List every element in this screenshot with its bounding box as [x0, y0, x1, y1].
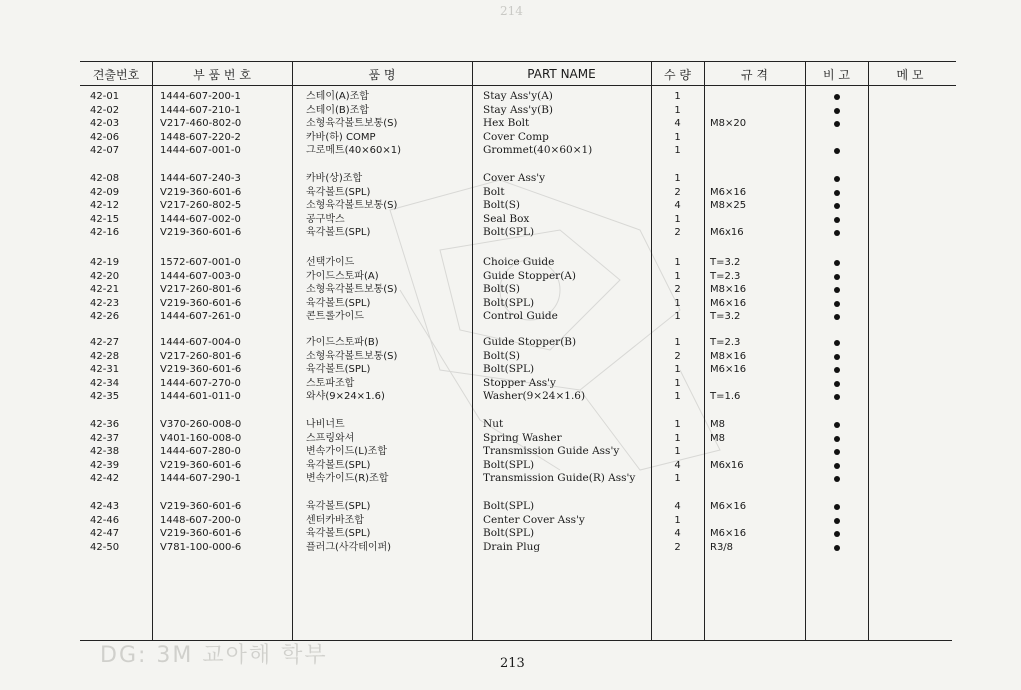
row-part-number: 1444-607-280-0	[160, 446, 241, 458]
row-part-name: Stay Ass'y(A)	[483, 90, 553, 102]
row-korean-name: 와샤(9×24×1.6)	[306, 391, 385, 403]
row-spec: M6×16	[710, 364, 747, 376]
row-quantity: 1	[674, 91, 681, 102]
row-part-name: Seal Box	[483, 212, 530, 225]
row-part-number: V781-100-000-6	[160, 541, 242, 553]
row-quantity: 1	[674, 364, 681, 376]
row-part-number: 1444-607-210-1	[160, 104, 241, 116]
remark-dot-icon	[834, 301, 840, 307]
row-quantity: 2	[674, 284, 681, 296]
row-spec: M8	[710, 432, 725, 444]
row-spec: M8×16	[710, 350, 747, 362]
row-number: 42-27	[90, 337, 120, 348]
row-quantity: 1	[674, 419, 681, 430]
row-part-number: 1444-607-270-0	[160, 377, 241, 389]
row-part-number: V219-360-601-6	[160, 528, 242, 540]
row-part-number: 1444-607-261-0	[160, 311, 241, 323]
row-spec: M6×16	[710, 297, 747, 309]
column-divider	[704, 61, 705, 640]
row-quantity: 2	[674, 350, 681, 362]
row-number: 42-35	[90, 391, 120, 403]
row-quantity: 4	[674, 528, 681, 540]
row-part-number: 1444-607-004-0	[160, 337, 241, 348]
row-korean-name: 공구박스	[306, 213, 345, 225]
row-korean-name: 가이드스토파(B)	[306, 337, 379, 348]
header-part-name: PART NAME	[527, 67, 596, 81]
remark-dot-icon	[834, 203, 840, 209]
row-part-number: 1444-607-003-0	[160, 270, 241, 282]
row-part-name: Drain Plug	[483, 540, 541, 553]
row-quantity: 1	[674, 391, 681, 403]
row-number: 42-16	[90, 227, 120, 239]
remark-dot-icon	[834, 463, 840, 469]
row-number: 42-20	[90, 270, 120, 282]
row-number: 42-19	[90, 257, 120, 268]
row-quantity: 2	[674, 186, 681, 198]
row-part-name: Bolt(SPL)	[483, 226, 535, 239]
header-remark: 비 고	[823, 67, 850, 82]
row-spec: M8×20	[710, 118, 747, 130]
row-quantity: 4	[674, 459, 681, 471]
row-quantity: 4	[674, 118, 681, 130]
row-quantity: 1	[674, 446, 681, 458]
row-part-number: V219-360-601-6	[160, 297, 242, 309]
row-number: 42-23	[90, 297, 120, 309]
row-number: 42-15	[90, 213, 120, 225]
row-spec: M8	[710, 419, 725, 430]
row-part-number: 1444-607-001-0	[160, 145, 241, 157]
row-number: 42-31	[90, 364, 120, 376]
row-spec: M6×16	[710, 528, 747, 540]
row-korean-name: 소형육각볼트보통(S)	[306, 284, 398, 296]
header-spec: 규 격	[741, 67, 768, 82]
row-korean-name: 소형육각볼트보통(S)	[306, 200, 398, 212]
row-number: 42-09	[90, 186, 120, 198]
remark-dot-icon	[834, 367, 840, 373]
row-part-number: V219-360-601-6	[160, 459, 242, 471]
row-part-name: Bolt(SPL)	[483, 458, 535, 471]
row-part-name: Cover Comp	[483, 130, 549, 143]
row-part-name: Hex Bolt	[483, 117, 530, 130]
row-korean-name: 스프링와셔	[306, 432, 355, 444]
row-part-number: V370-260-008-0	[160, 419, 242, 430]
remark-dot-icon	[834, 314, 840, 320]
row-korean-name: 육각볼트(SPL)	[306, 528, 371, 540]
remark-dot-icon	[834, 340, 840, 346]
row-part-number: V401-160-008-0	[160, 432, 242, 444]
row-part-number: V217-460-802-0	[160, 118, 242, 130]
row-spec: R3/8	[710, 541, 734, 553]
header-quantity: 수 량	[664, 67, 691, 82]
row-number: 42-07	[90, 145, 120, 157]
row-quantity: 1	[674, 337, 681, 348]
remark-dot-icon	[834, 217, 840, 223]
row-number: 42-47	[90, 528, 120, 540]
row-korean-name: 육각볼트(SPL)	[306, 227, 371, 239]
row-korean-name: 스토파조합	[306, 377, 355, 389]
row-quantity: 2	[674, 541, 681, 553]
row-spec: T=3.2	[710, 257, 741, 268]
row-korean-name: 소형육각볼트보통(S)	[306, 118, 398, 130]
row-number: 42-12	[90, 200, 120, 212]
row-number: 42-36	[90, 419, 120, 430]
page-number: 213	[500, 656, 525, 671]
row-quantity: 1	[674, 514, 681, 526]
row-korean-name: 선택가이드	[306, 257, 355, 268]
row-part-name: Washer(9×24×1.6)	[483, 390, 586, 403]
remark-dot-icon	[834, 518, 840, 524]
row-number: 42-08	[90, 173, 120, 184]
remark-dot-icon	[834, 108, 840, 114]
top-page-number: 214	[500, 4, 523, 18]
remark-dot-icon	[834, 287, 840, 293]
column-divider	[805, 61, 806, 640]
row-korean-name: 변속가이드(R)조합	[306, 473, 389, 485]
row-quantity: 1	[674, 104, 681, 116]
row-korean-name: 스테이(B)조합	[306, 104, 369, 116]
row-part-number: V217-260-801-6	[160, 350, 242, 362]
row-part-name: Stay Ass'y(B)	[483, 103, 554, 116]
row-part-number: V219-360-601-6	[160, 364, 242, 376]
row-part-number: 1572-607-001-0	[160, 257, 241, 268]
remark-dot-icon	[834, 504, 840, 510]
row-part-number: V219-360-601-6	[160, 186, 242, 198]
row-number: 42-34	[90, 377, 120, 389]
row-number: 42-38	[90, 446, 120, 458]
remark-dot-icon	[834, 148, 840, 154]
row-number: 42-37	[90, 432, 120, 444]
row-number: 42-43	[90, 501, 120, 512]
remark-dot-icon	[834, 531, 840, 537]
remark-dot-icon	[834, 422, 840, 428]
row-spec: T=2.3	[710, 337, 741, 348]
row-part-name: Bolt(S)	[483, 283, 521, 296]
row-quantity: 1	[674, 213, 681, 225]
row-korean-name: 육각볼트(SPL)	[306, 459, 371, 471]
row-quantity: 1	[674, 311, 681, 323]
row-part-name: Control Guide	[483, 310, 558, 323]
row-korean-name: 카바(하) COMP	[306, 131, 376, 143]
row-part-name: Choice Guide	[483, 256, 555, 268]
row-korean-name: 육각볼트(SPL)	[306, 501, 371, 512]
row-spec: M6x16	[710, 459, 744, 471]
row-number: 42-02	[90, 104, 120, 116]
row-part-number: 1444-607-290-1	[160, 473, 241, 485]
row-part-name: Bolt	[483, 185, 505, 198]
remark-dot-icon	[834, 176, 840, 182]
row-number: 42-39	[90, 459, 120, 471]
column-divider	[152, 61, 153, 640]
remark-dot-icon	[834, 354, 840, 360]
row-quantity: 1	[674, 173, 681, 184]
row-quantity: 4	[674, 501, 681, 512]
column-divider	[472, 61, 473, 640]
row-part-name: Bolt(SPL)	[483, 500, 535, 512]
row-spec: M6×16	[710, 501, 747, 512]
row-korean-name: 육각볼트(SPL)	[306, 364, 371, 376]
row-part-name: Bolt(S)	[483, 199, 521, 212]
row-spec: M6x16	[710, 227, 744, 239]
row-number: 42-28	[90, 350, 120, 362]
row-part-name: Spring Washer	[483, 431, 562, 444]
remark-dot-icon	[834, 381, 840, 387]
row-spec: T=1.6	[710, 391, 741, 403]
row-quantity: 1	[674, 432, 681, 444]
row-quantity: 1	[674, 473, 681, 485]
row-part-name: Guide Stopper(B)	[483, 336, 577, 348]
row-part-name: Bolt(SPL)	[483, 527, 535, 540]
header-memo: 메 모	[896, 67, 924, 82]
remark-dot-icon	[834, 190, 840, 196]
header-bottom-border	[80, 85, 956, 86]
remark-dot-icon	[834, 436, 840, 442]
header-part-number: 부 품 번 호	[193, 67, 251, 82]
row-part-number: 1444-607-200-1	[160, 91, 241, 102]
row-part-number: V217-260-802-5	[160, 200, 242, 212]
row-part-name: Cover Ass'y	[483, 172, 546, 184]
row-number: 42-50	[90, 541, 120, 553]
row-part-name: Transmission Guide(R) Ass'y	[483, 472, 636, 485]
row-part-name: Bolt(S)	[483, 349, 521, 362]
table-top-border	[80, 61, 956, 62]
remark-dot-icon	[834, 230, 840, 236]
row-number: 42-46	[90, 514, 120, 526]
row-spec: T=3.2	[710, 311, 741, 323]
row-part-name: Transmission Guide Ass'y	[483, 445, 620, 458]
row-part-number: V217-260-801-6	[160, 284, 242, 296]
row-number: 42-42	[90, 473, 120, 485]
row-quantity: 1	[674, 297, 681, 309]
row-number: 42-06	[90, 131, 120, 143]
remark-dot-icon	[834, 545, 840, 551]
row-quantity: 1	[674, 377, 681, 389]
row-quantity: 1	[674, 257, 681, 268]
row-spec: T=2.3	[710, 270, 741, 282]
row-korean-name: 변속가이드(L)조합	[306, 446, 387, 458]
remark-dot-icon	[834, 121, 840, 127]
row-quantity: 1	[674, 270, 681, 282]
row-part-number: 1444-607-240-3	[160, 173, 241, 184]
row-quantity: 1	[674, 131, 681, 143]
row-korean-name: 나비너트	[306, 419, 345, 430]
remark-dot-icon	[834, 274, 840, 280]
row-quantity: 2	[674, 227, 681, 239]
row-part-name: Guide Stopper(A)	[483, 269, 576, 282]
row-part-name: Nut	[483, 418, 504, 430]
header-no: 견출번호	[92, 67, 140, 82]
row-korean-name: 센터카바조합	[306, 514, 364, 526]
row-part-name: Stopper Ass'y	[483, 376, 556, 389]
row-number: 42-21	[90, 284, 120, 296]
row-quantity: 1	[674, 145, 681, 157]
row-part-name: Bolt(SPL)	[483, 296, 535, 309]
row-korean-name: 스테이(A)조합	[306, 91, 369, 102]
remark-dot-icon	[834, 260, 840, 266]
row-spec: M8×16	[710, 284, 747, 296]
row-korean-name: 그로메트(40×60×1)	[306, 145, 402, 157]
row-korean-name: 육각볼트(SPL)	[306, 297, 371, 309]
row-korean-name: 소형육각볼트보통(S)	[306, 350, 398, 362]
row-korean-name: 카바(상)조합	[306, 173, 363, 184]
row-korean-name: 플러그(사각테이퍼)	[306, 541, 392, 553]
row-part-name: Grommet(40×60×1)	[483, 144, 593, 157]
row-quantity: 4	[674, 200, 681, 212]
row-number: 42-26	[90, 311, 120, 323]
row-part-number: 1444-601-011-0	[160, 391, 241, 403]
row-number: 42-01	[90, 91, 120, 102]
row-spec: M6×16	[710, 186, 747, 198]
row-korean-name: 육각볼트(SPL)	[306, 186, 371, 198]
column-divider	[868, 61, 869, 640]
remark-dot-icon	[834, 476, 840, 482]
row-korean-name: 콘트롤가이드	[306, 311, 364, 323]
row-part-name: Bolt(SPL)	[483, 363, 535, 376]
row-part-number: 1448-607-200-0	[160, 514, 241, 526]
column-divider	[292, 61, 293, 640]
row-part-name: Center Cover Ass'y	[483, 513, 585, 526]
row-number: 42-03	[90, 118, 120, 130]
faint-stamp-text: DG: 3M 교아해 학부	[100, 643, 328, 668]
row-korean-name: 가이드스토파(A)	[306, 270, 379, 282]
row-part-number: 1444-607-002-0	[160, 213, 241, 225]
remark-dot-icon	[834, 449, 840, 455]
remark-dot-icon	[834, 394, 840, 400]
row-part-number: V219-360-601-6	[160, 227, 242, 239]
header-korean-name: 품 명	[368, 67, 396, 82]
remark-dot-icon	[834, 94, 840, 100]
row-part-number: 1448-607-220-2	[160, 131, 241, 143]
row-spec: M8×25	[710, 200, 747, 212]
row-part-number: V219-360-601-6	[160, 501, 242, 512]
